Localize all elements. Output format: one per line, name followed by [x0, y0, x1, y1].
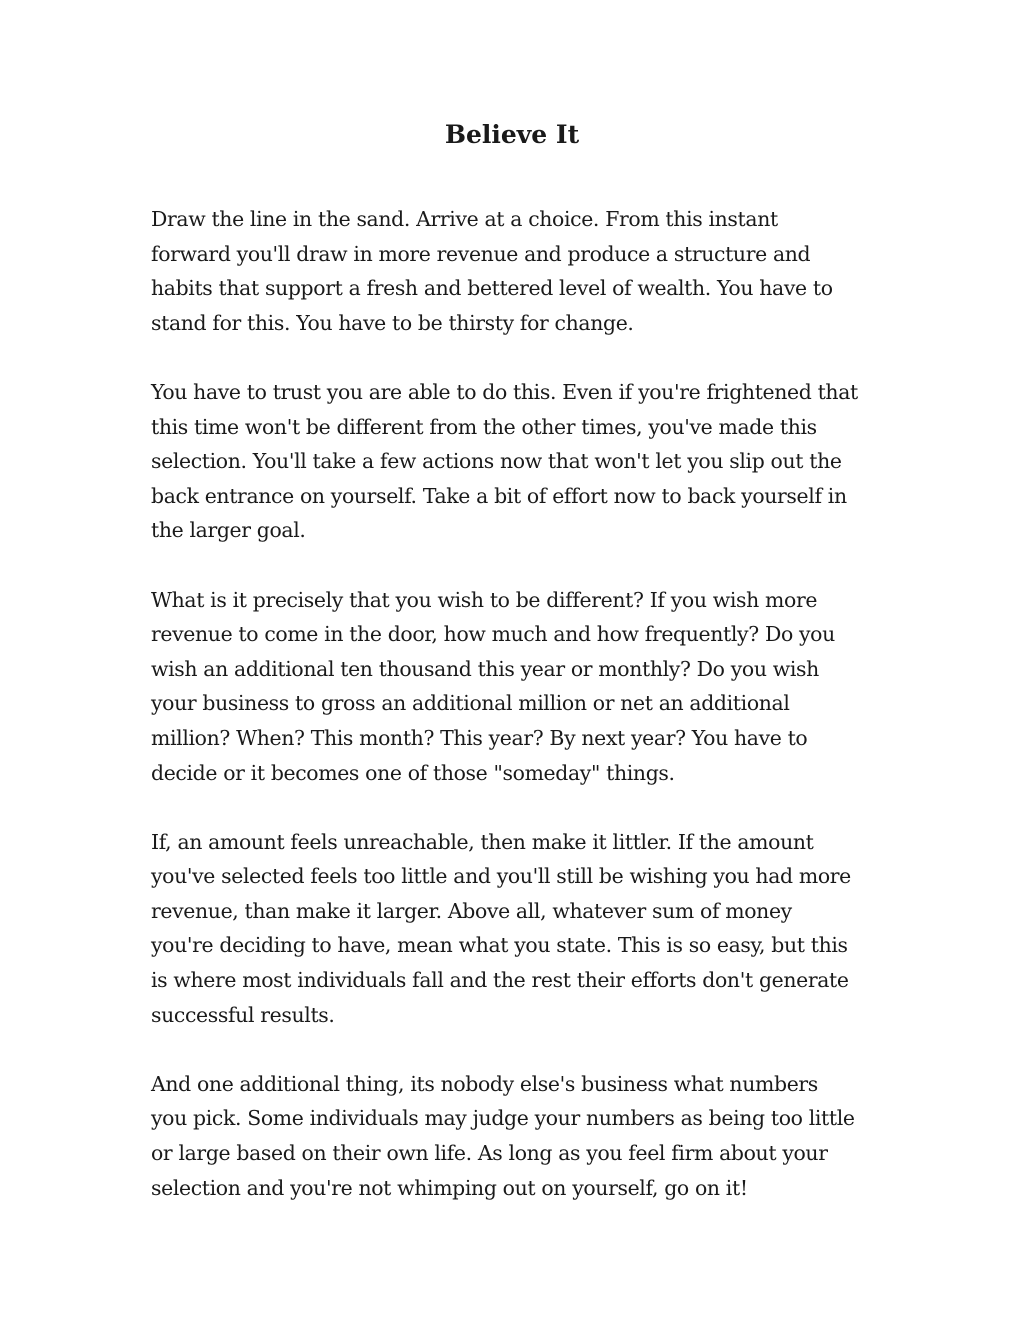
paragraph-line: your business to gross an additional million or net an additional: [151, 691, 790, 716]
paragraph-line: stand for this. You have to be thirsty for change.: [151, 310, 634, 335]
paragraph-line: revenue, than make it larger. Above all, whatever sum of money: [151, 898, 792, 923]
paragraph-line: this time won't be different from the other times, you've made this: [151, 414, 817, 439]
paragraph-line: successful results.: [151, 1002, 335, 1027]
paragraph-line: you've selected feels too little and you'll still be wishing you had more: [151, 864, 851, 889]
paragraph-line: million? When? This month? This year? By next year? You have to: [151, 725, 808, 750]
document-body: [151, 202, 881, 1240]
paragraph-line: forward you'll draw in more revenue and produce a structure and: [151, 241, 811, 266]
paragraph-line: habits that support a fresh and bettered level of wealth. You have to: [151, 276, 833, 301]
paragraph-line: back entrance on yourself. Take a bit of effort now to back yourself in: [151, 483, 847, 508]
paragraph-line: selection. You'll take a few actions now that won't let you slip out the: [151, 449, 842, 474]
body-paragraph: [151, 375, 881, 548]
paragraph-line: the larger goal.: [151, 518, 306, 543]
body-paragraph: [151, 1067, 881, 1205]
paragraph-line: or large based on their own life. As long as you feel firm about your: [151, 1141, 828, 1166]
body-paragraph: [151, 583, 881, 791]
document-title: Believe It: [444, 120, 580, 149]
paragraph-line: you pick. Some individuals may judge your numbers as being too little: [151, 1106, 855, 1131]
paragraph-line: decide or it becomes one of those "someday" things.: [151, 760, 675, 785]
paragraph-line: you're deciding to have, mean what you state. This is so easy, but this: [151, 933, 848, 958]
paragraph-line: Draw the line in the sand. Arrive at a choice. From this instant: [151, 207, 778, 231]
paragraph-line: selection and you're not whimping out on yourself, go on it!: [151, 1175, 748, 1200]
body-paragraph: [151, 825, 881, 1033]
paragraph-line: And one additional thing, its nobody else's business what numbers: [151, 1071, 818, 1096]
paragraph-line: revenue to come in the door, how much and how frequently? Do you: [151, 622, 835, 647]
paragraph-line: What is it precisely that you wish to be different? If you wish more: [151, 587, 818, 612]
body-paragraph: [151, 202, 881, 340]
paragraph-line: If, an amount feels unreachable, then make it littler. If the amount: [151, 829, 814, 854]
paragraph-line: is where most individuals fall and the rest their efforts don't generate: [151, 968, 849, 993]
paragraph-line: You have to trust you are able to do this. Even if you're frightened that: [151, 379, 858, 404]
paragraph-line: wish an additional ten thousand this year or monthly? Do you wish: [151, 656, 819, 681]
